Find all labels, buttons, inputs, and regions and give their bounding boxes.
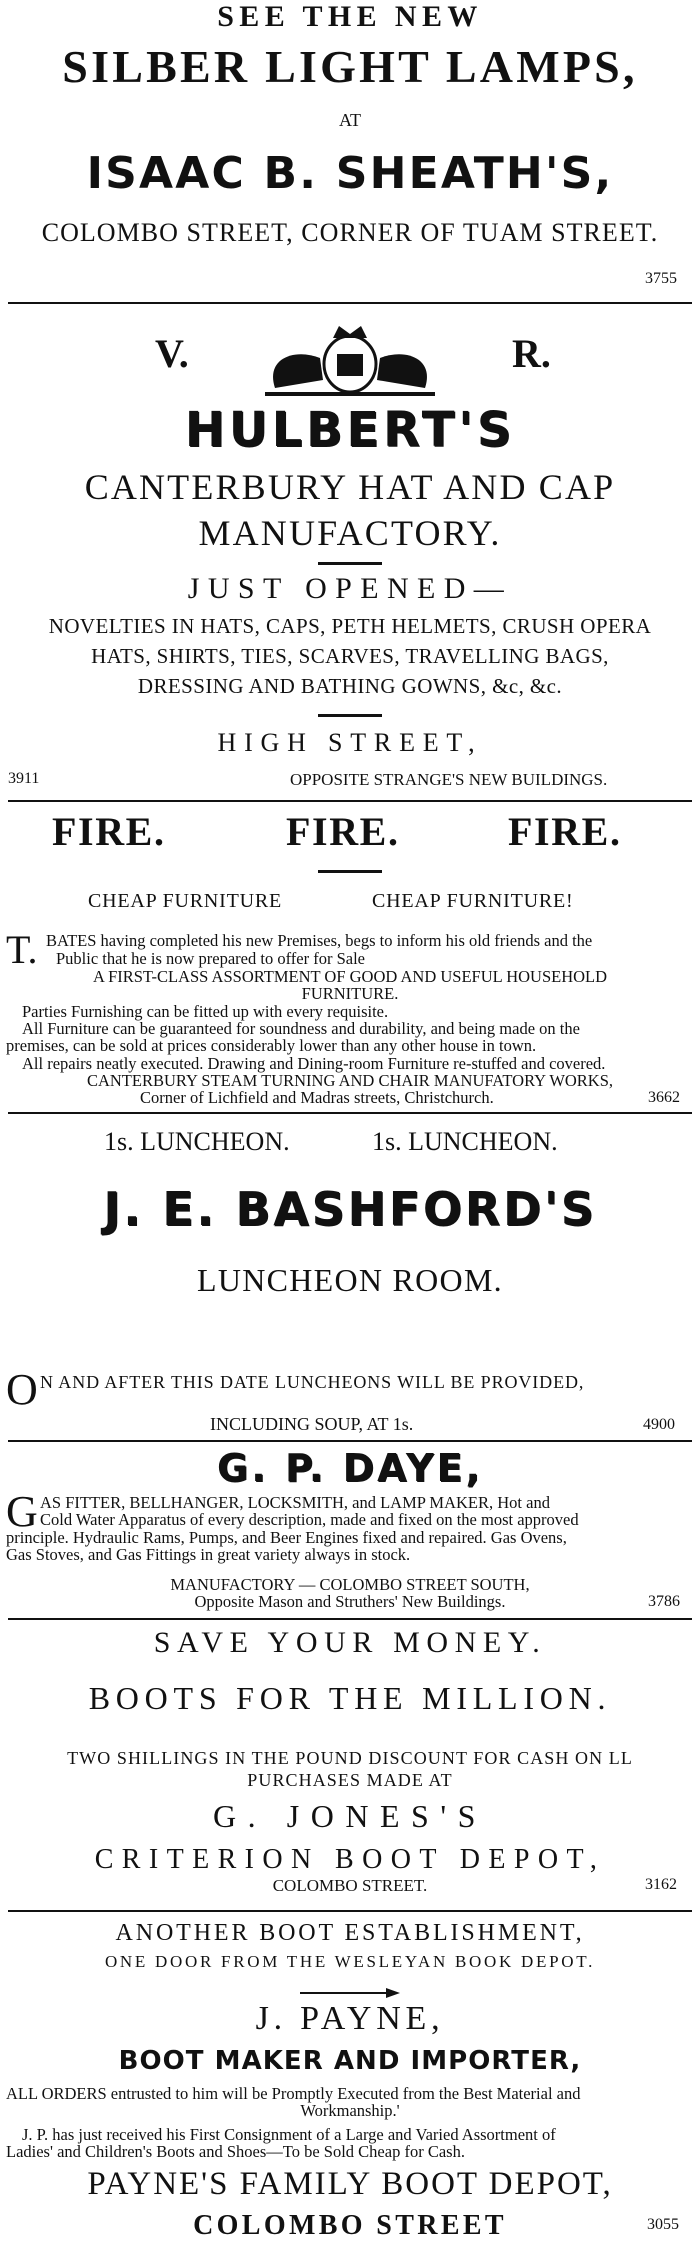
divider — [8, 1112, 692, 1114]
ad5-dropcap: G — [6, 1487, 38, 1536]
ad4-p2: INCLUDING SOUP, AT 1s. — [210, 1414, 414, 1434]
ad6-name: G. JONES'S — [213, 1798, 487, 1834]
ad3-p3a: All Furniture can be guaranteed for soundness and durability, and being made on the — [22, 1019, 580, 1038]
ad2-street: HIGH STREET, — [217, 728, 483, 757]
ad3-fire3: FIRE. — [508, 809, 622, 854]
ad1-lamps: SILBER LIGHT LAMPS, — [62, 41, 638, 92]
short-rule — [318, 870, 382, 873]
ad3-p1b: Public that he is now prepared to offer for Sale — [56, 949, 365, 968]
ad3-p6: Corner of Lichfield and Madras streets, Christchurch. — [140, 1088, 494, 1107]
ad5-p1b: Cold Water Apparatus of every description, made and fixed on the most approved — [40, 1510, 579, 1529]
ad5-p1a: AS FITTER, BELLHANGER, LOCKSMITH, and LAMP MAKER, Hot and — [40, 1493, 550, 1512]
ad6-p1: TWO SHILLINGS IN THE POUND DISCOUNT FOR CASH ON LL — [67, 1748, 633, 1768]
ad6-number: 3162 — [645, 1876, 677, 1893]
ad3-dropcap: T. — [6, 927, 38, 972]
ad1-name: ISAAC B. SHEATH'S, — [86, 148, 614, 199]
ad3-p2: Parties Furnishing can be fitted up with every requisite. — [22, 1002, 389, 1021]
ad2-opened: JUST OPENED— — [187, 572, 513, 605]
ad1-at: AT — [339, 110, 361, 130]
ad6-save: SAVE YOUR MONEY. — [153, 1626, 547, 1659]
ad4-lunch1: 1s. LUNCHEON. — [104, 1127, 290, 1156]
ad7-street: COLOMBO STREET — [193, 2210, 507, 2241]
ad7-number: 3055 — [647, 2216, 679, 2233]
ad2-title1: CANTERBURY HAT AND CAP — [84, 467, 616, 507]
ad7-family: PAYNE'S FAMILY BOOT DEPOT, — [87, 2166, 613, 2202]
divider — [8, 1618, 692, 1620]
ad6-boots: BOOTS FOR THE MILLION. — [88, 1680, 612, 1716]
ad4-dropcap: O — [6, 1365, 38, 1414]
ad3-p5: CANTERBURY STEAM TURNING AND CHAIR MANUFATORY WORKS, — [86, 1071, 614, 1090]
divider — [8, 800, 692, 802]
ad5-p3: Opposite Mason and Struthers' New Buildings. — [194, 1592, 506, 1611]
ad5-p2: MANUFACTORY — COLOMBO STREET SOUTH, — [170, 1575, 530, 1594]
ad3-p3b: premises, can be sold at prices considerably lower than any other house in town. — [6, 1036, 537, 1055]
royal-crest-icon — [255, 318, 445, 398]
ad3-number: 3662 — [648, 1089, 680, 1106]
ad6-p2: PURCHASES MADE AT — [247, 1770, 453, 1790]
ad2-line1: NOVELTIES IN HATS, CAPS, PETH HELMETS, CRUSH OPERA — [48, 614, 652, 638]
ad7-p1a: ALL ORDERS entrusted to him will be Promptly Executed from the Best Material and — [6, 2084, 581, 2103]
ad7-another: ANOTHER BOOT ESTABLISHMENT, — [115, 1920, 585, 1946]
ad2-number: 3911 — [8, 770, 40, 787]
ad3-cheap1: CHEAP FURNITURE — [88, 890, 283, 912]
divider — [8, 1910, 692, 1912]
ad7-name: J. PAYNE, — [255, 2000, 445, 2037]
ad5-p1d: Gas Stoves, and Gas Fittings in great variety always in stock. — [6, 1545, 411, 1564]
ad4-p1: N AND AFTER THIS DATE LUNCHEONS WILL BE PROVIDED, — [40, 1372, 585, 1392]
ad3-p1d: FURNITURE. — [301, 984, 399, 1003]
arrow-rule-icon — [300, 1988, 400, 1998]
ad4-name: J. E. BASHFORD'S — [103, 1182, 597, 1236]
ad3-p4: All repairs neatly executed. Drawing and Dining-room Furniture re-stuffed and covered. — [22, 1054, 606, 1073]
ad5-number: 3786 — [648, 1593, 680, 1610]
ad6-street: COLOMBO STREET. — [272, 1876, 428, 1895]
ad3-p1c: A FIRST-CLASS ASSORTMENT OF GOOD AND USEFUL HOUSEHOLD — [92, 967, 608, 986]
ad2-opposite: OPPOSITE STRANGE'S NEW BUILDINGS. — [290, 770, 608, 789]
ad3-p1a: BATES having completed his new Premises, begs to inform his old friends and the — [46, 931, 593, 950]
ad6-depot: CRITERION BOOT DEPOT, — [94, 1844, 606, 1875]
ad4-lunch2: 1s. LUNCHEON. — [372, 1127, 558, 1156]
ad5-p1c: principle. Hydraulic Rams, Pumps, and Beer Engines fixed and repaired. Gas Ovens, — [6, 1528, 567, 1547]
ad5-name: G. P. DAYE, — [216, 1446, 484, 1490]
divider — [8, 302, 692, 304]
ad2-title2: MANUFACTORY. — [198, 513, 502, 553]
ad2-v: V. — [155, 331, 189, 376]
ad4-number: 4900 — [643, 1416, 675, 1433]
ad3-fire2: FIRE. — [286, 809, 400, 854]
ad7-maker: BOOT MAKER AND IMPORTER, — [118, 2046, 582, 2076]
short-rule — [318, 714, 382, 717]
ad7-p2a: J. P. has just received his First Consignment of a Large and Varied Assortment of — [22, 2125, 556, 2144]
ad3-cheap2: CHEAP FURNITURE! — [372, 890, 574, 912]
ad2-line3: DRESSING AND BATHING GOWNS, &c, &c. — [137, 674, 563, 698]
ad7-p1b: Workmanship.' — [300, 2101, 400, 2120]
ad3-fire1: FIRE. — [52, 809, 166, 854]
ad4-room: LUNCHEON ROOM. — [197, 1262, 503, 1298]
ad1-number: 3755 — [645, 270, 677, 287]
divider — [8, 1440, 692, 1442]
ad2-name: HULBERT'S — [184, 402, 516, 458]
short-rule — [318, 562, 382, 565]
ad1-headline: SEE THE NEW — [217, 0, 483, 33]
ad7-door: ONE DOOR FROM THE WESLEYAN BOOK DEPOT. — [104, 1952, 596, 1971]
ad1-address: COLOMBO STREET, CORNER OF TUAM STREET. — [41, 218, 659, 247]
ad2-line2: HATS, SHIRTS, TIES, SCARVES, TRAVELLING BAGS, — [91, 644, 609, 668]
ad7-p2b: Ladies' and Children's Boots and Shoes—To be Sold Cheap for Cash. — [6, 2142, 465, 2161]
ad2-r: R. — [512, 331, 551, 376]
